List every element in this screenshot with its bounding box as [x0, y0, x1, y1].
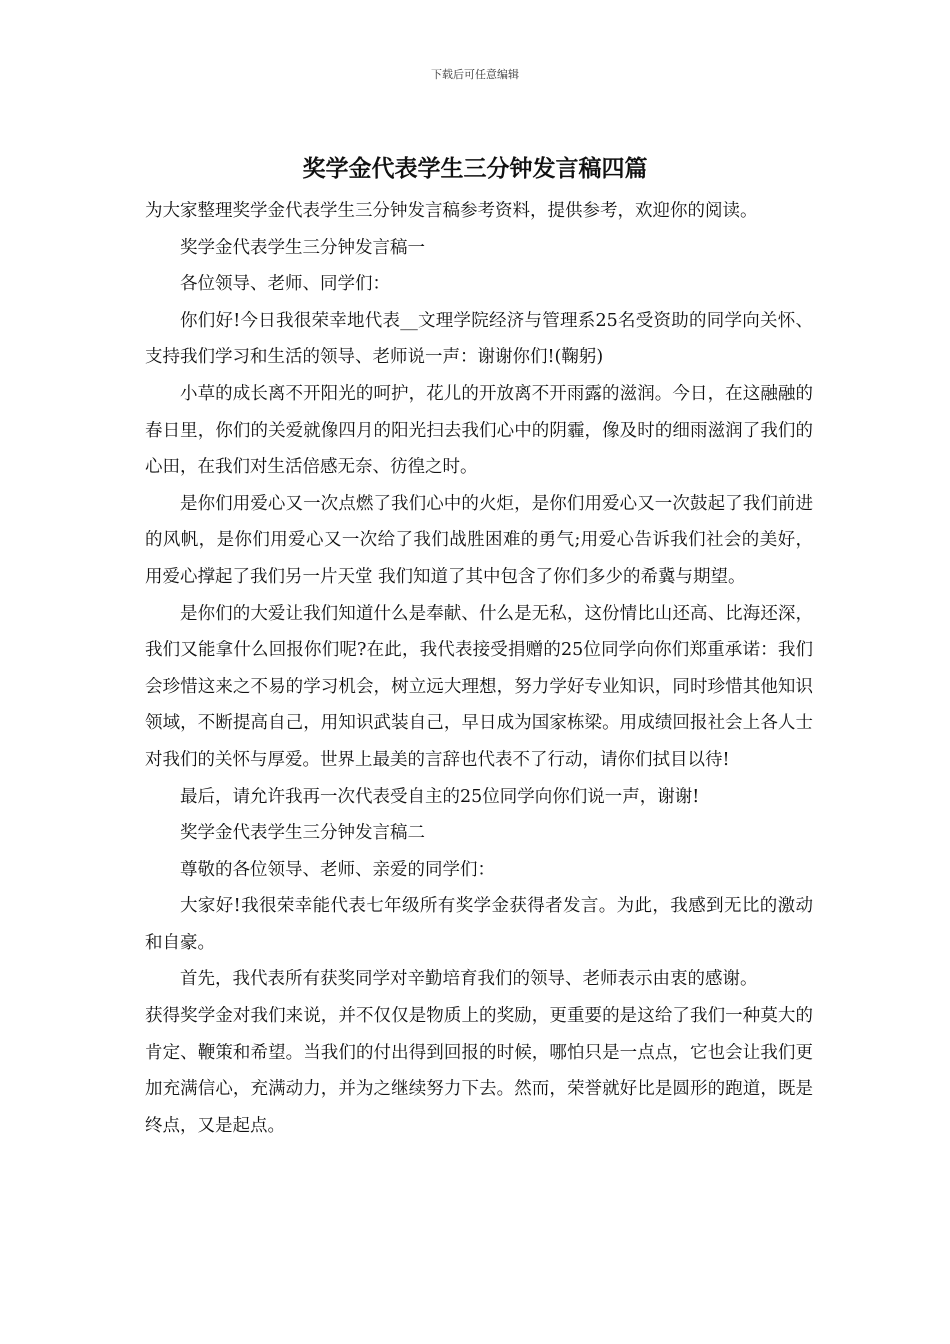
body-paragraph: 大家好!我很荣幸能代表七年级所有奖学金获得者发言。为此，我感到无比的激动和自豪。 [145, 896, 813, 953]
body-paragraph: 你们好!今日我很荣幸地代表__文理学院经济与管理系25名受资助的同学向关怀、支持我们学习和生活的领导、老师说一声：谢谢你们!(鞠躬) [145, 310, 813, 368]
body-paragraph: 是你们用爱心又一次点燃了我们心中的火炬，是你们用爱心又一次鼓起了我们前进的风帆，是你们用爱心又一次给了我们战胜困难的勇气;用爱心告诉我们社会的美好，用爱心撑起了我们另一片天堂 我们知道了其中包含了你们多少的希冀与期望。 [145, 493, 813, 587]
body-paragraph: 首先，我代表所有获奖同学对辛勤培育我们的领导、老师表示由衷的感谢。 [180, 969, 758, 990]
header-note: 下载后可任意编辑 [431, 68, 519, 81]
intro-paragraph: 为大家整理奖学金代表学生三分钟发言稿参考资料，提供参考，欢迎你的阅读。 [145, 201, 758, 221]
section-heading: 奖学金代表学生三分钟发言稿二 [180, 823, 425, 844]
document-title: 奖学金代表学生三分钟发言稿四篇 [302, 156, 648, 182]
section-heading: 奖学金代表学生三分钟发言稿一 [180, 237, 425, 258]
body-paragraph: 最后，请允许我再一次代表受自主的25位同学向你们说一声，谢谢! [180, 786, 700, 807]
body-paragraph: 获得奖学金对我们来说，并不仅仅是物质上的奖励，更重要的是这给了我们一种莫大的肯定、鞭策和希望。当我们的付出得到回报的时候，哪怕只是一点点，它也会让我们更加充满信心，充满动力，并为之继续努力下去。然而，荣誉就好比是圆形的跑道，既是终点，又是起点。 [145, 1006, 813, 1136]
document-body [145, 193, 813, 1144]
salutation: 尊敬的各位领导、老师、亲爱的同学们： [180, 859, 495, 880]
body-paragraph: 是你们的大爱让我们知道什么是奉献、什么是无私，这份情比山还高、比海还深，我们又能拿什么回报你们呢?在此，我代表接受捐赠的25位同学向你们郑重承诺：我们会珍惜这来之不易的学习机会，树立远大理想，努力学好专业知识，同时珍惜其他知识领域，不断提高自己，用知识武装自己，早日成为国家栋梁。用成绩回报社会上各人士对我们的关怀与厚爱。世界上最美的言辞也代表不了行动，请你们拭目以待! [145, 603, 813, 770]
body-paragraph: 小草的成长离不开阳光的呵护，花儿的开放离不开雨露的滋润。今日，在这融融的春日里，你们的关爱就像四月的阳光扫去我们心中的阴霾，像及时的细雨滋润了我们的心田，在我们对生活倍感无奈、彷徨之时。 [145, 383, 813, 478]
salutation: 各位领导、老师、同学们： [180, 274, 390, 295]
